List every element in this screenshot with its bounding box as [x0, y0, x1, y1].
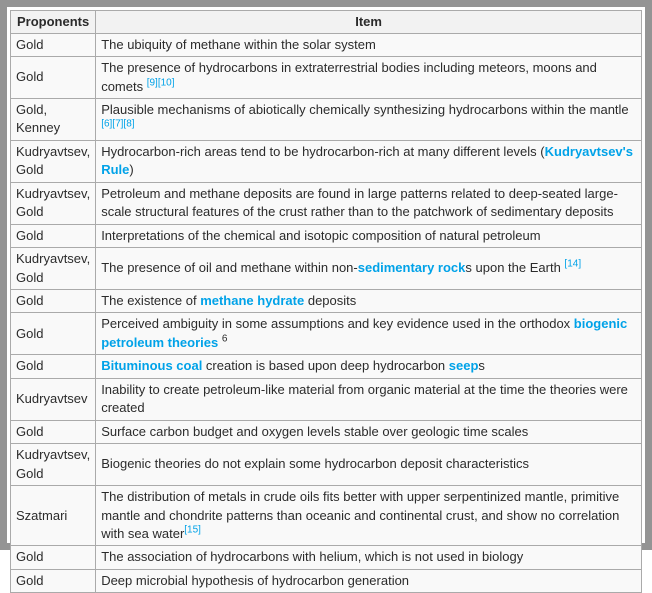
proponents-cell: Kudryavtsev, Gold	[11, 140, 96, 182]
item-cell	[96, 33, 642, 56]
table-row	[11, 546, 642, 569]
table-header-row	[11, 11, 642, 34]
item-cell	[96, 140, 642, 182]
item-text: The existence of	[101, 293, 201, 309]
item-text: Biogenic theories do not explain some hydrocarbon deposit characteristics	[101, 456, 529, 472]
item-text: The ubiquity of methane within the solar system	[101, 36, 376, 52]
item-text: Plausible mechanisms of abiotically chemically synthesizing hydrocarbons within the mantle	[101, 101, 629, 117]
proponents-cell: Kudryavtsev, Gold	[11, 182, 96, 224]
table-row	[11, 182, 642, 224]
item-text: The association of hydrocarbons with helium, which is not used in biology	[101, 549, 524, 565]
item-text: Surface carbon budget and oxygen levels stable over geologic time scales	[101, 423, 529, 439]
wiki-link[interactable]: biogenic petroleum theories	[101, 316, 628, 350]
proponents-cell: Gold	[11, 569, 96, 592]
table-row	[11, 33, 642, 56]
column-header-proponents: Proponents	[11, 11, 96, 34]
proponents-cell: Szatmari	[11, 486, 96, 546]
item-cell	[96, 378, 642, 420]
item-text: s	[478, 358, 485, 374]
table-row	[11, 57, 642, 99]
superscript-note: 6	[221, 333, 228, 345]
item-cell	[96, 98, 642, 140]
wiki-link[interactable]: Bituminous coal	[101, 358, 203, 374]
item-cell	[96, 355, 642, 378]
proponents-cell: Kudryavtsev	[11, 378, 96, 420]
table-row	[11, 313, 642, 355]
table-row	[11, 569, 642, 592]
reference-link[interactable]	[101, 119, 134, 130]
proponents-cell: Kudryavtsev, Gold	[11, 444, 96, 486]
item-cell	[96, 313, 642, 355]
proponents-cell: Gold	[11, 546, 96, 569]
reference-link-anchor[interactable]: [9][10]	[146, 77, 175, 89]
reference-link-anchor[interactable]: [15]	[184, 524, 201, 536]
item-text: Deep microbial hypothesis of hydrocarbon generation	[101, 572, 410, 588]
item-text: Perceived ambiguity in some assumptions and key evidence used in the orthodox	[101, 316, 574, 332]
table-body	[11, 33, 642, 593]
item-cell	[96, 182, 642, 224]
proponents-cell: Gold	[11, 224, 96, 247]
proponents-cell: Gold	[11, 313, 96, 355]
proponents-cell: Gold	[11, 355, 96, 378]
item-text: Interpretations of the chemical and isotopic composition of natural petroleum	[101, 227, 541, 243]
column-header-item: Item	[96, 11, 642, 34]
item-text: The presence of hydrocarbons in extraterrestrial bodies including meteors, moons and comets	[101, 60, 597, 94]
wiki-link[interactable]: seep	[448, 358, 479, 374]
item-cell	[96, 224, 642, 247]
item-text: )	[129, 162, 134, 178]
item-text: Inability to create petroleum-like material from organic material at the time the theories were created	[101, 381, 628, 416]
table-row	[11, 378, 642, 420]
proponents-cell: Gold, Kenney	[11, 98, 96, 140]
item-text: s upon the Earth	[465, 260, 565, 276]
item-cell	[96, 290, 642, 313]
item-cell	[96, 444, 642, 486]
proponents-cell: Gold	[11, 420, 96, 443]
table-row	[11, 355, 642, 378]
item-cell	[96, 546, 642, 569]
proponents-cell: Gold	[11, 57, 96, 99]
item-text: The presence of oil and methane within non-	[101, 260, 358, 276]
table-row	[11, 290, 642, 313]
item-text: deposits	[304, 293, 357, 309]
item-text: creation is based upon deep hydrocarbon	[202, 358, 449, 374]
reference-link[interactable]	[564, 259, 581, 270]
proponents-cell: Kudryavtsev, Gold	[11, 248, 96, 290]
table-row	[11, 140, 642, 182]
reference-link-anchor[interactable]: [6][7][8]	[101, 119, 135, 131]
proponents-cell: Gold	[11, 290, 96, 313]
reference-link[interactable]	[147, 77, 175, 88]
proponents-cell: Gold	[11, 33, 96, 56]
table-row	[11, 444, 642, 486]
wiki-link[interactable]: sedimentary rock	[357, 260, 466, 276]
table-row	[11, 248, 642, 290]
item-cell	[96, 420, 642, 443]
item-text: Hydrocarbon-rich areas tend to be hydrocarbon-rich at many different levels (	[101, 143, 545, 159]
table-row	[11, 224, 642, 247]
table-row	[11, 486, 642, 546]
proponents-item-table	[10, 10, 642, 593]
item-text: Petroleum and methane deposits are found in large patterns related to deep-seated large-scale structural features of the crust rather than to the patchwork of sedimentary deposits	[101, 185, 618, 220]
wiki-link[interactable]: Kudryavtsev's Rule	[101, 143, 633, 178]
item-cell	[96, 57, 642, 99]
reference-link[interactable]	[184, 525, 201, 536]
table-row	[11, 98, 642, 140]
item-cell	[96, 486, 642, 546]
reference-link-anchor[interactable]: [14]	[564, 259, 582, 271]
item-cell	[96, 248, 642, 290]
item-cell	[96, 569, 642, 592]
table-row	[11, 420, 642, 443]
wiki-link[interactable]: methane hydrate	[200, 293, 305, 309]
item-text: The distribution of metals in crude oils fits better with upper serpentinized mantle, primitive mantle and chondrite patterns than oceanic and continental crust, and show no correlation with sea water	[101, 489, 620, 542]
